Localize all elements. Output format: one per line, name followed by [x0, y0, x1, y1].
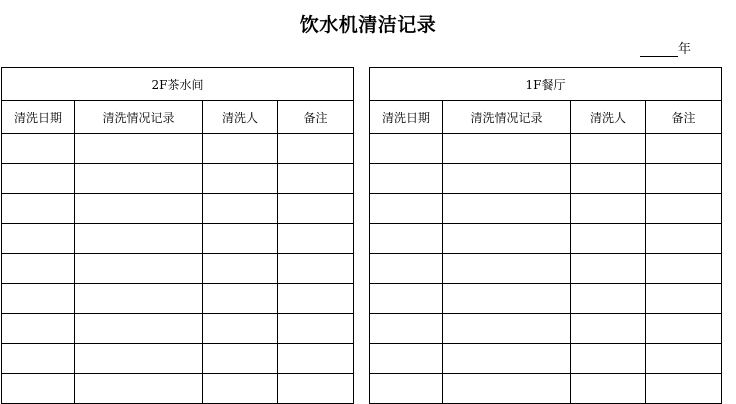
- cell-record[interactable]: [443, 224, 571, 254]
- table-row: [370, 374, 722, 404]
- table-body: [2, 134, 354, 404]
- cell-cleaner[interactable]: [571, 254, 646, 284]
- cell-date[interactable]: [2, 314, 75, 344]
- cell-remarks[interactable]: [646, 284, 722, 314]
- cell-cleaner[interactable]: [203, 194, 278, 224]
- table-row: [370, 284, 722, 314]
- section-title: 1F餐厅: [370, 68, 722, 101]
- cell-remarks[interactable]: [646, 314, 722, 344]
- cell-date[interactable]: [2, 134, 75, 164]
- table-body: [370, 134, 722, 404]
- column-header-remarks: 备注: [278, 101, 354, 134]
- table-row: [370, 224, 722, 254]
- table-row: [370, 314, 722, 344]
- table-row: [370, 134, 722, 164]
- cell-remarks[interactable]: [278, 164, 354, 194]
- column-header-remarks: 备注: [646, 101, 722, 134]
- table-row: [2, 284, 354, 314]
- cell-cleaner[interactable]: [571, 164, 646, 194]
- cell-record[interactable]: [75, 224, 203, 254]
- cell-date[interactable]: [370, 344, 443, 374]
- column-header-date: 清洗日期: [370, 101, 443, 134]
- cell-date[interactable]: [2, 194, 75, 224]
- cell-record[interactable]: [75, 284, 203, 314]
- cell-date[interactable]: [370, 314, 443, 344]
- page-title: 饮水机清洁记录: [299, 14, 437, 36]
- cell-cleaner[interactable]: [203, 224, 278, 254]
- cell-remarks[interactable]: [646, 224, 722, 254]
- cell-cleaner[interactable]: [571, 194, 646, 224]
- cell-remarks[interactable]: [278, 284, 354, 314]
- cell-remarks[interactable]: [646, 134, 722, 164]
- cell-cleaner[interactable]: [571, 284, 646, 314]
- table-row: [2, 314, 354, 344]
- cell-remarks[interactable]: [278, 344, 354, 374]
- table-row: [2, 254, 354, 284]
- table-row: [2, 194, 354, 224]
- cell-date[interactable]: [2, 344, 75, 374]
- cell-cleaner[interactable]: [203, 374, 278, 404]
- table-row: [2, 134, 354, 164]
- cleaning-log-table-2f: [1, 67, 354, 404]
- cell-record[interactable]: [75, 374, 203, 404]
- cell-remarks[interactable]: [646, 374, 722, 404]
- cell-date[interactable]: [2, 284, 75, 314]
- column-header-cleaner: 清洗人: [203, 101, 278, 134]
- cell-cleaner[interactable]: [571, 344, 646, 374]
- cell-date[interactable]: [2, 374, 75, 404]
- cell-date[interactable]: [370, 374, 443, 404]
- column-header-record: 清洗情况记录: [75, 101, 203, 134]
- cell-remarks[interactable]: [278, 194, 354, 224]
- column-header-date: 清洗日期: [2, 101, 75, 134]
- cell-record[interactable]: [75, 194, 203, 224]
- cell-record[interactable]: [443, 194, 571, 224]
- cell-cleaner[interactable]: [203, 284, 278, 314]
- cell-record[interactable]: [75, 344, 203, 374]
- cell-date[interactable]: [370, 224, 443, 254]
- year-blank-line[interactable]: [640, 44, 678, 57]
- cell-date[interactable]: [2, 164, 75, 194]
- table-row: [370, 194, 722, 224]
- cell-cleaner[interactable]: [203, 134, 278, 164]
- cell-cleaner[interactable]: [203, 164, 278, 194]
- cell-record[interactable]: [443, 284, 571, 314]
- cell-date[interactable]: [2, 224, 75, 254]
- cell-cleaner[interactable]: [571, 314, 646, 344]
- cell-record[interactable]: [443, 164, 571, 194]
- cell-record[interactable]: [443, 254, 571, 284]
- cell-date[interactable]: [370, 254, 443, 284]
- cell-record[interactable]: [443, 374, 571, 404]
- cell-remarks[interactable]: [646, 254, 722, 284]
- cell-cleaner[interactable]: [203, 254, 278, 284]
- cell-date[interactable]: [2, 254, 75, 284]
- cell-remarks[interactable]: [278, 134, 354, 164]
- cell-remarks[interactable]: [278, 224, 354, 254]
- cell-record[interactable]: [443, 134, 571, 164]
- cell-cleaner[interactable]: [571, 134, 646, 164]
- cell-cleaner[interactable]: [203, 314, 278, 344]
- cell-cleaner[interactable]: [203, 344, 278, 374]
- cell-cleaner[interactable]: [571, 224, 646, 254]
- cell-record[interactable]: [75, 254, 203, 284]
- cell-record[interactable]: [443, 344, 571, 374]
- cell-date[interactable]: [370, 194, 443, 224]
- cell-record[interactable]: [443, 314, 571, 344]
- cell-date[interactable]: [370, 284, 443, 314]
- cell-remarks[interactable]: [278, 374, 354, 404]
- cell-remarks[interactable]: [278, 254, 354, 284]
- column-header-cleaner: 清洗人: [571, 101, 646, 134]
- cell-remarks[interactable]: [646, 344, 722, 374]
- cell-cleaner[interactable]: [571, 374, 646, 404]
- cell-record[interactable]: [75, 164, 203, 194]
- cell-date[interactable]: [370, 134, 443, 164]
- cell-record[interactable]: [75, 314, 203, 344]
- year-field: [640, 38, 691, 57]
- table-row: [2, 374, 354, 404]
- table-row: [370, 344, 722, 374]
- cell-remarks[interactable]: [646, 194, 722, 224]
- cell-remarks[interactable]: [646, 164, 722, 194]
- table-row: [2, 224, 354, 254]
- table-row: [370, 254, 722, 284]
- table-row: [2, 344, 354, 374]
- cell-record[interactable]: [75, 134, 203, 164]
- table-row: [370, 164, 722, 194]
- year-label: 年: [678, 42, 692, 57]
- table-row: [2, 164, 354, 194]
- cell-remarks[interactable]: [278, 314, 354, 344]
- cleaning-log-table-1f: [369, 67, 722, 404]
- column-header-record: 清洗情况记录: [443, 101, 571, 134]
- cell-date[interactable]: [370, 164, 443, 194]
- section-title: 2F茶水间: [2, 68, 354, 101]
